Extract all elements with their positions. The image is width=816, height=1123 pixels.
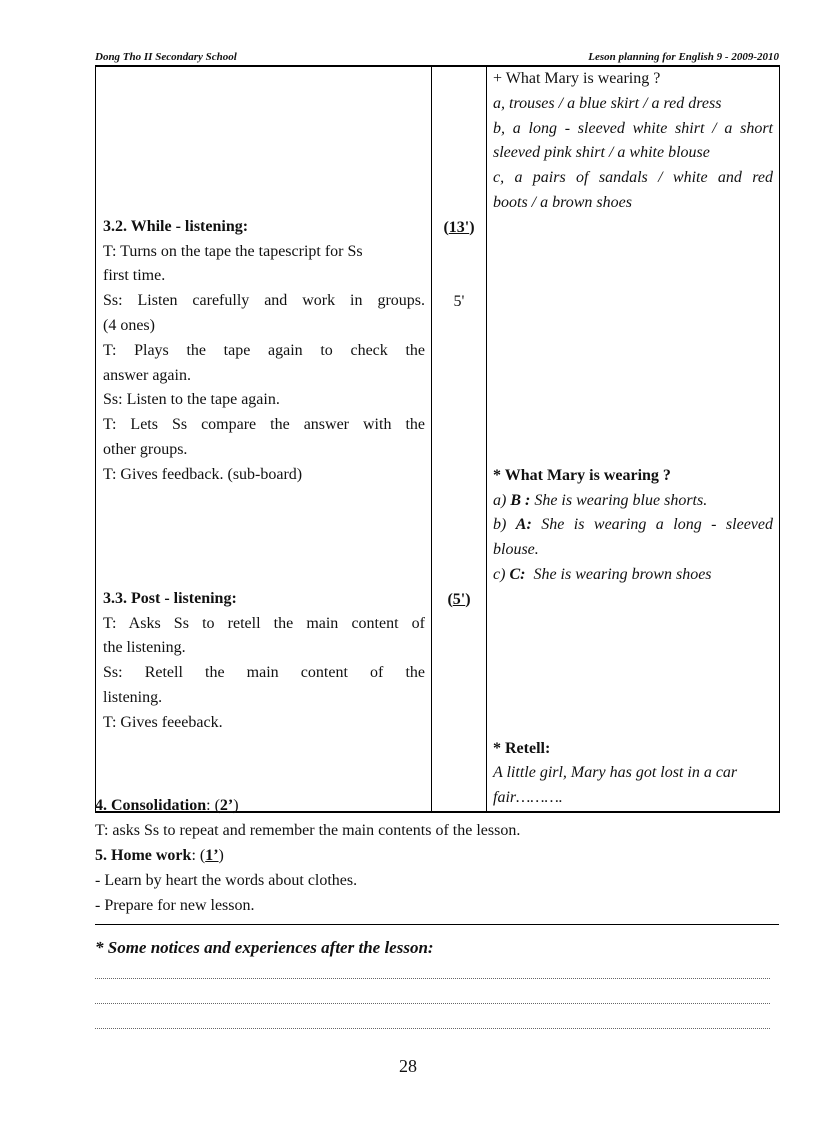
page-header <box>95 50 779 66</box>
while-line: first time. <box>103 267 166 285</box>
answer-line: a) B : She is wearing blue shorts. <box>493 491 708 509</box>
consolidation-text: T: asks Ss to repeat and remember the main contents of the lesson. <box>95 822 521 839</box>
option-line: b, a long - sleeved white shirt / a short <box>493 119 773 137</box>
while-line: Ss: Listen carefully and work in groups. <box>103 292 425 310</box>
while-line: Ss: Listen to the tape again. <box>103 391 280 409</box>
option-line: boots / a brown shoes <box>493 193 632 211</box>
homework-item: - Prepare for new lesson. <box>95 897 255 914</box>
dotted-line <box>95 1003 770 1004</box>
option-line: sleeved pink shirt / a white blouse <box>493 144 710 162</box>
option-line: c, a pairs of sandals / white and red <box>493 169 773 187</box>
table-row <box>96 67 780 812</box>
closing-section <box>95 793 780 918</box>
page-number: 28 <box>399 1056 417 1076</box>
wearing-question: + What Mary is wearing ? <box>493 70 661 87</box>
while-sub-time: 5' <box>453 293 465 311</box>
while-line: T: Plays the tape again to check the <box>103 341 425 359</box>
homework-heading: 5. Home work: (1’) <box>95 847 224 864</box>
while-line: answer again. <box>103 366 191 384</box>
answer-line: c) C: She is wearing brown shoes <box>493 565 712 583</box>
while-listening-heading: 3.2. While - listening: <box>103 217 249 235</box>
retell-line: fair………. <box>493 789 563 807</box>
school-name: Dong Tho II Secondary School <box>95 51 237 63</box>
retell-heading: * Retell: <box>493 739 551 757</box>
post-line: T: Asks Ss to retell the main content of <box>103 614 425 632</box>
post-line: listening. <box>103 688 163 706</box>
answers-heading: * What Mary is wearing ? <box>493 466 671 484</box>
post-time: (5') <box>447 590 471 608</box>
section-divider <box>95 924 779 925</box>
while-line: other groups. <box>103 440 188 458</box>
while-line: T: Turns on the tape the tapescript for Ss <box>103 242 363 260</box>
answer-line: blouse. <box>493 541 539 559</box>
option-line: a, trouses / a blue skirt / a red dress <box>493 94 722 112</box>
dotted-line <box>95 1028 770 1029</box>
lesson-table <box>95 67 780 813</box>
while-time: (13') <box>443 218 475 236</box>
homework-item: - Learn by heart the words about clothes. <box>95 872 358 889</box>
time-cell <box>432 67 487 812</box>
plan-title: Leson planning for English 9 - 2009-2010 <box>588 51 779 63</box>
consolidation-heading: 4. Consolidation: (2’) <box>95 797 239 814</box>
while-line: T: Lets Ss compare the answer with the <box>103 416 425 434</box>
dotted-line <box>95 978 770 979</box>
retell-line: A little girl, Mary has got lost in a car <box>493 764 738 782</box>
post-line: the listening. <box>103 639 186 657</box>
answer-line: b) A: She is wearing a long - sleeved <box>493 516 773 534</box>
while-line: (4 ones) <box>103 316 155 334</box>
post-line: T: Gives feeeback. <box>103 713 223 731</box>
post-line: Ss: Retell the main content of the <box>103 664 425 682</box>
while-line: T: Gives feedback. (sub-board) <box>103 465 303 483</box>
content-cell <box>487 67 780 812</box>
post-listening-heading: 3.3. Post - listening: <box>103 589 237 607</box>
notices-heading: * Some notices and experiences after the lesson: <box>95 938 434 957</box>
activity-cell <box>96 67 432 812</box>
